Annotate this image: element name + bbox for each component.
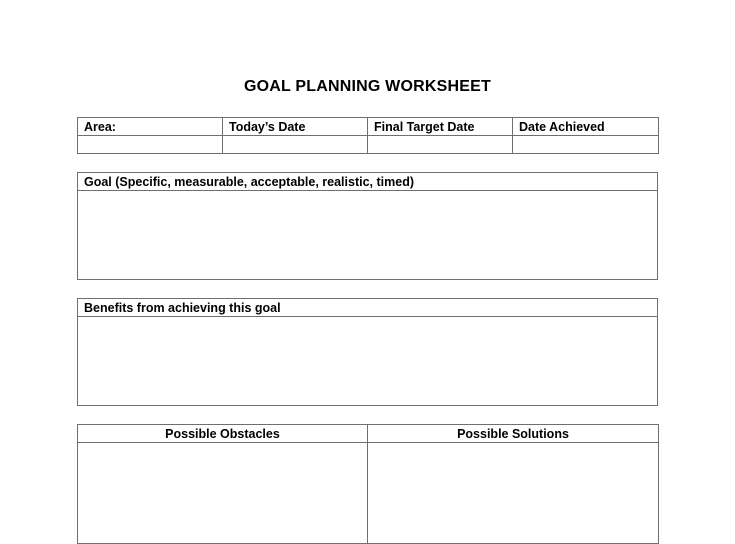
obstacles-field[interactable] <box>78 443 368 544</box>
benefits-field[interactable] <box>78 317 658 406</box>
goal-field[interactable] <box>78 191 658 280</box>
todays-date-label: Today’s Date <box>223 118 368 136</box>
info-table <box>77 117 659 154</box>
solutions-field[interactable] <box>368 443 659 544</box>
page-title: GOAL PLANNING WORKSHEET <box>244 78 491 95</box>
final-target-date-field[interactable] <box>368 136 513 154</box>
date-achieved-label: Date Achieved <box>513 118 659 136</box>
obstacles-solutions-table <box>77 424 659 544</box>
final-target-date-label: Final Target Date <box>368 118 513 136</box>
solutions-header: Possible Solutions <box>368 425 659 443</box>
goal-header: Goal (Specific, measurable, acceptable, realistic, timed) <box>78 173 658 191</box>
obstacles-header: Possible Obstacles <box>78 425 368 443</box>
goal-table <box>77 172 658 280</box>
benefits-header: Benefits from achieving this goal <box>78 299 658 317</box>
benefits-table <box>77 298 658 406</box>
date-achieved-field[interactable] <box>513 136 659 154</box>
area-field[interactable] <box>78 136 223 154</box>
todays-date-field[interactable] <box>223 136 368 154</box>
area-label: Area: <box>78 118 223 136</box>
